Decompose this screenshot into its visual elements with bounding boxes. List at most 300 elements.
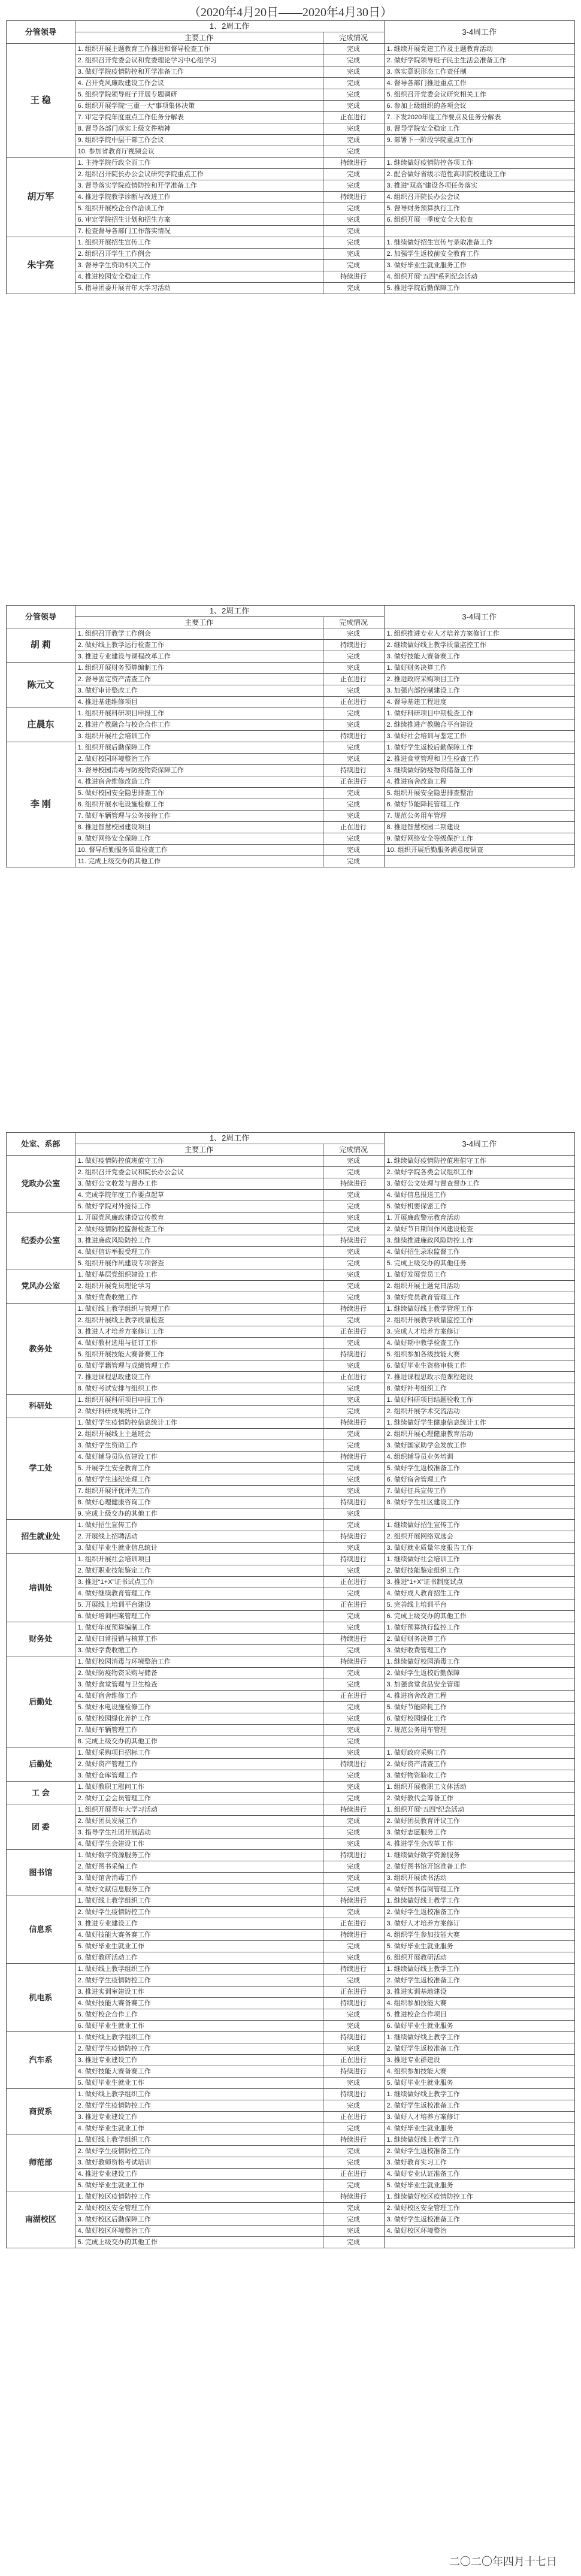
table-row <box>7 1827 575 1839</box>
status-cell: 完成 <box>323 685 384 697</box>
group-name: 工 会 <box>7 1782 75 1804</box>
table-row <box>7 1372 575 1383</box>
status-cell: 完成 <box>323 249 384 260</box>
next-task-cell: 5. 做好毕业生就业服务 <box>384 2180 574 2191</box>
task-cell: 2. 做好职业技能鉴定工作 <box>75 1565 323 1577</box>
status-cell: 完成 <box>323 1213 384 1224</box>
task-cell: 5. 做好毕业生就业工作 <box>75 1941 323 1952</box>
status-cell: 完成 <box>323 1702 384 1713</box>
status-cell: 完成 <box>323 2226 384 2237</box>
status-cell: 完成 <box>323 78 384 89</box>
table-row <box>7 1474 575 1486</box>
table-row <box>7 2157 575 2169</box>
next-task-cell: 4. 做好图书借阅管理工作 <box>384 1884 574 1895</box>
task-cell: 1. 做好校园消毒与环境整治工作 <box>75 1656 323 1668</box>
status-cell: 完成 <box>323 1816 384 1827</box>
next-task-cell: 3. 组织开展读书活动 <box>384 1873 574 1884</box>
table-row <box>7 1816 575 1827</box>
next-task-cell: 3. 做好社会培训与鉴定工作 <box>384 731 574 742</box>
next-task-cell: 1. 做好学生返校后勤保障工作 <box>384 742 574 754</box>
task-cell: 2. 督导固定资产清查工作 <box>75 674 323 685</box>
table-row <box>7 214 575 226</box>
next-task-cell: 1. 做好财务决算工作 <box>384 663 574 674</box>
task-cell: 1. 做好线上教学组织工作 <box>75 2032 323 2043</box>
status-cell: 持续进行 <box>323 731 384 742</box>
task-cell: 1. 主持学院行政全面工作 <box>75 158 323 169</box>
table-row <box>7 1315 575 1326</box>
status-cell: 完成 <box>323 55 384 66</box>
task-cell: 5. 做好校园安全隐患排查工作 <box>75 788 323 799</box>
task-cell: 5. 做好学院对外接待工作 <box>75 1201 323 1213</box>
group-name: 教务处 <box>7 1304 75 1395</box>
task-cell: 4. 做好宿舍维修工作 <box>75 1691 323 1702</box>
status-cell: 持续进行 <box>323 640 384 651</box>
status-cell: 完成 <box>323 1315 384 1326</box>
next-task-cell: 2. 做好学院领导班子民主生活会准备工作 <box>384 55 574 66</box>
status-cell: 完成 <box>323 1258 384 1269</box>
next-task-cell: 5. 做好机要保密工作 <box>384 1201 574 1213</box>
status-cell: 完成 <box>323 1839 384 1850</box>
task-cell: 3. 督导落实学院疫情防控和开学准备工作 <box>75 180 323 192</box>
table-row <box>7 731 575 742</box>
table-row <box>7 845 575 856</box>
status-cell: 完成 <box>323 1247 384 1258</box>
task-cell: 1. 组织开展青年大学习活动 <box>75 1804 323 1816</box>
task-cell: 5. 做好毕业生就业工作 <box>75 2180 323 2191</box>
table-row <box>7 2123 575 2134</box>
status-cell: 持续进行 <box>323 1930 384 1941</box>
next-task-cell: 2. 做好学生返校后勤保障 <box>384 1668 574 1679</box>
table-row <box>7 1634 575 1645</box>
group-name: 机电系 <box>7 1964 75 2032</box>
task-cell: 4. 召开党风廉政建设工作会议 <box>75 78 323 89</box>
table-row <box>7 1508 575 1520</box>
status-cell: 完成 <box>323 1861 384 1873</box>
status-cell: 完成 <box>323 1668 384 1679</box>
table-row <box>7 1417 575 1429</box>
status-cell: 持续进行 <box>323 1850 384 1861</box>
status-cell: 完成 <box>323 1406 384 1417</box>
task-cell: 3. 推进专业建设工作 <box>75 1918 323 1930</box>
column-header-lead: 分管领导 <box>7 606 75 628</box>
status-cell: 持续进行 <box>323 1452 384 1463</box>
status-cell: 完成 <box>323 169 384 180</box>
column-header-period: 1、2周工作 <box>75 21 384 32</box>
task-cell: 7. 组织开展评优评先工作 <box>75 1486 323 1497</box>
task-cell: 1. 做好年度预算编制工作 <box>75 1622 323 1634</box>
next-task-cell: 8. 做好学生社区建设工作 <box>384 1497 574 1508</box>
status-cell: 完成 <box>323 146 384 158</box>
status-cell: 完成 <box>323 1952 384 1964</box>
status-cell: 正在进行 <box>323 1987 384 1998</box>
next-task-cell: 4. 推进宿舍改造工程 <box>384 776 574 788</box>
task-cell: 9. 完成上级交办的其他工作 <box>75 1508 323 1520</box>
status-cell: 完成 <box>323 628 384 640</box>
status-cell: 持续进行 <box>323 2066 384 2078</box>
task-cell: 5. 组织开展技能大赛备赛工作 <box>75 1349 323 1360</box>
group-name: 朱宇亮 <box>7 237 75 294</box>
task-cell: 3. 推进廉政风险防控工作 <box>75 1235 323 1247</box>
status-cell: 完成 <box>323 1747 384 1759</box>
next-task-cell: 5. 推进校企合作项目 <box>384 2009 574 2021</box>
next-task-cell: 2. 做好图书馆开馆准备工作 <box>384 1861 574 1873</box>
table-row <box>7 2043 575 2055</box>
table-row <box>7 811 575 822</box>
task-cell: 5. 做好校企合作工作 <box>75 2009 323 2021</box>
next-task-cell: 4. 督导各部门推进重点工作 <box>384 78 574 89</box>
status-cell: 正在进行 <box>323 2169 384 2180</box>
next-task-cell: 3. 做好教育实习工作 <box>384 2157 574 2169</box>
table-row <box>7 2021 575 2032</box>
next-task-cell: 7. 做好征兵宣传工作 <box>384 1486 574 1497</box>
status-cell: 持续进行 <box>323 2032 384 2043</box>
table-row <box>7 674 575 685</box>
status-cell: 完成 <box>323 101 384 112</box>
task-cell: 5. 开展线上培训平台建设 <box>75 1600 323 1611</box>
status-cell: 完成 <box>323 66 384 78</box>
task-cell: 4. 完成学院年度工作要点起草 <box>75 1190 323 1201</box>
status-cell: 完成 <box>323 1941 384 1952</box>
table-row <box>7 1281 575 1292</box>
column-header-task: 主要工作 <box>75 617 323 628</box>
next-task-cell: 3. 做好人才培养方案修订 <box>384 2112 574 2123</box>
task-cell: 3. 做好审计整改工作 <box>75 685 323 697</box>
next-task-cell: 5. 完成上级交办的其他任务 <box>384 1258 574 1269</box>
column-header-lead: 处室、系部 <box>7 1133 75 1156</box>
next-task-cell: 4. 做好校区环境整治 <box>384 2226 574 2237</box>
status-cell: 持续进行 <box>323 1531 384 1543</box>
task-cell: 6. 做好教研活动工作 <box>75 1952 323 1964</box>
next-task-cell: 1. 开展廉政警示教育活动 <box>384 1213 574 1224</box>
next-task-cell: 6. 做好毕业生就业服务 <box>384 2021 574 2032</box>
table-row <box>7 283 575 294</box>
task-cell: 3. 推进实训室建设工作 <box>75 1987 323 1998</box>
status-cell: 完成 <box>323 2100 384 2112</box>
group-name: 胡 莉 <box>7 628 75 663</box>
next-task-cell: 2. 做好学生返校准备工作 <box>384 1975 574 1987</box>
next-task-cell: 4. 组织参加技能大赛 <box>384 2066 574 2078</box>
next-task-cell: 4. 做好毕业生就业服务 <box>384 2123 574 2134</box>
status-cell: 完成 <box>323 1793 384 1804</box>
status-cell: 完成 <box>323 1269 384 1281</box>
status-cell: 完成 <box>323 1292 384 1304</box>
next-task-cell: 3. 完成人才培养方案修订 <box>384 1326 574 1338</box>
status-cell: 持续进行 <box>323 1235 384 1247</box>
next-task-cell: 2. 继续做好线上教学质量监控工作 <box>384 640 574 651</box>
table-row <box>7 1998 575 2009</box>
column-header-status: 完成情况 <box>323 32 384 44</box>
status-cell: 持续进行 <box>323 1759 384 1770</box>
table-row <box>7 697 575 708</box>
task-cell: 2. 做好校园环境整治工作 <box>75 754 323 765</box>
next-task-cell: 7. 推进课程思政示范课程建设 <box>384 1372 574 1383</box>
table-row <box>7 180 575 192</box>
task-cell: 10. 督导后勤服务质量检查工作 <box>75 845 323 856</box>
task-cell: 3. 推进人才培养方案修订工作 <box>75 1326 323 1338</box>
task-cell: 5. 完成上级交办的其他工作 <box>75 2237 323 2248</box>
status-cell: 完成 <box>323 260 384 271</box>
table-row <box>7 1702 575 1713</box>
next-task-cell: 4. 组织学生参加技能大赛 <box>384 1930 574 1941</box>
table-row <box>7 1839 575 1850</box>
task-cell: 2. 组织召开院长办公会议研究学院重点工作 <box>75 169 323 180</box>
task-cell: 3. 推进“1+X”证书试点工作 <box>75 1577 323 1588</box>
task-cell: 9. 组织学院中层干部工作会议 <box>75 135 323 146</box>
table-row <box>7 1247 575 1258</box>
task-cell: 2. 组织开展党员理论学习 <box>75 1281 323 1292</box>
task-cell: 3. 推进专业建设工作 <box>75 2055 323 2066</box>
status-cell: 完成 <box>323 2146 384 2157</box>
column-header-period: 1、2周工作 <box>75 606 384 617</box>
status-cell: 完成 <box>323 2237 384 2248</box>
next-task-cell: 1. 继续做好线上教学管理工作 <box>384 1304 574 1315</box>
status-cell: 持续进行 <box>323 271 384 283</box>
group-name: 商贸系 <box>7 2089 75 2134</box>
table-row <box>7 169 575 180</box>
task-cell: 1. 做好线上教学组织工作 <box>75 2089 323 2100</box>
table-row <box>7 1668 575 1679</box>
status-cell: 持续进行 <box>323 1178 384 1190</box>
table-row <box>7 1782 575 1793</box>
table-row <box>7 1440 575 1452</box>
status-cell: 完成 <box>323 180 384 192</box>
status-cell: 完成 <box>323 1395 384 1406</box>
task-cell: 2. 做好防疫物资采购与储备 <box>75 1668 323 1679</box>
group-name: 党风办公室 <box>7 1269 75 1304</box>
table-row <box>7 742 575 754</box>
status-cell: 持续进行 <box>323 765 384 776</box>
status-cell: 持续进行 <box>323 192 384 203</box>
table-row <box>7 1429 575 1440</box>
table-row <box>7 2203 575 2214</box>
task-cell: 7. 检查督导各部门工作落实情况 <box>75 226 323 237</box>
task-cell: 4. 做好信访举报受理工作 <box>75 1247 323 1258</box>
task-cell: 6. 组织开展水电设施检修工作 <box>75 799 323 811</box>
group-name: 培训处 <box>7 1554 75 1622</box>
next-task-cell: 4. 组织开展“五四”系列纪念活动 <box>384 271 574 283</box>
next-task-cell: 3. 做好公文处理与督查督办工作 <box>384 1178 574 1190</box>
next-task-cell: 4. 做好信息报送工作 <box>384 1190 574 1201</box>
next-task-cell: 2. 做好校区安全管理工作 <box>384 2203 574 2214</box>
table-row <box>7 2237 575 2248</box>
table-row <box>7 1600 575 1611</box>
table-row <box>7 1269 575 1281</box>
status-cell: 完成 <box>323 2203 384 2214</box>
next-task-cell: 1. 做好政府采购工作 <box>384 1747 574 1759</box>
table-row <box>7 1235 575 1247</box>
task-cell: 2. 组织开展线上教学质量检查 <box>75 1315 323 1326</box>
status-cell: 完成 <box>323 1770 384 1782</box>
task-cell: 2. 做好资产管理工作 <box>75 1759 323 1770</box>
task-cell: 7. 做好车辆管理工作 <box>75 1725 323 1736</box>
column-header-next: 3-4周工作 <box>384 21 574 44</box>
task-cell: 3. 做好学费收缴工作 <box>75 1645 323 1656</box>
table-row <box>7 1975 575 1987</box>
status-cell: 正在进行 <box>323 1372 384 1383</box>
task-cell: 8. 做好心理健康咨询工作 <box>75 1497 323 1508</box>
table-row <box>7 1895 575 1907</box>
table-row <box>7 55 575 66</box>
status-cell: 完成 <box>323 845 384 856</box>
table-row <box>7 1213 575 1224</box>
table-row <box>7 2134 575 2146</box>
next-task-cell: 2. 做好学院各类会议组织工作 <box>384 1167 574 1178</box>
status-cell: 完成 <box>323 1679 384 1691</box>
next-task-cell: 1. 继续做好线上教学工作 <box>384 1895 574 1907</box>
table-row <box>7 78 575 89</box>
next-task-cell: 5. 做好毕业生就业服务 <box>384 1941 574 1952</box>
next-task-cell: 1. 继续做好社会培训工作 <box>384 1554 574 1565</box>
status-cell: 完成 <box>323 1281 384 1292</box>
table-row <box>7 1850 575 1861</box>
table-row <box>7 2226 575 2237</box>
next-task-cell: 2. 组织开展学术交流活动 <box>384 1406 574 1417</box>
next-task-cell: 3. 做好人才培养方案修订 <box>384 1918 574 1930</box>
table-row <box>7 1360 575 1372</box>
task-cell: 2. 做好学生疫情防控工作 <box>75 2043 323 2055</box>
group-name: 信息系 <box>7 1895 75 1964</box>
next-task-cell: 2. 组织开展教学质量监控工作 <box>384 1315 574 1326</box>
next-task-cell: 1. 做好发展党员工作 <box>384 1269 574 1281</box>
next-task-cell: 5. 组织开展安全隐患排查整治 <box>384 788 574 799</box>
next-task-cell: 3. 做好国家助学金发放工作 <box>384 1440 574 1452</box>
task-cell: 1. 开展党风廉政建设宣传教育 <box>75 1213 323 1224</box>
task-cell: 8. 做好考试安排与组织工作 <box>75 1383 323 1395</box>
next-task-cell: 1. 组织推进专业人才培养方案修订工作 <box>384 628 574 640</box>
table-row <box>7 1326 575 1338</box>
group-name: 李 刚 <box>7 742 75 867</box>
task-cell: 5. 指导团委开展青年大学习活动 <box>75 283 323 294</box>
task-cell: 2. 开展线上招聘活动 <box>75 1531 323 1543</box>
table-row <box>7 2009 575 2021</box>
next-task-cell: 7. 下发2020年度工作要点及任务分解表 <box>384 112 574 123</box>
table-row <box>7 1338 575 1349</box>
table-row <box>7 192 575 203</box>
status-cell: 持续进行 <box>323 1349 384 1360</box>
status-cell: 完成 <box>323 283 384 294</box>
group-name: 陈元文 <box>7 663 75 708</box>
next-task-cell: 3. 做好技能大赛备赛工作 <box>384 651 574 663</box>
status-cell: 完成 <box>323 663 384 674</box>
table-row <box>7 1656 575 1668</box>
next-task-cell: 1. 继续做好校区疫情防控工作 <box>384 2191 574 2203</box>
task-cell: 3. 做好公文收发与督办工作 <box>75 1178 323 1190</box>
group-name: 纪委办公室 <box>7 1213 75 1269</box>
next-task-cell: 3. 做好就业质量年度报告工作 <box>384 1543 574 1554</box>
table-row <box>7 1861 575 1873</box>
table-row <box>7 1304 575 1315</box>
group-name: 团 委 <box>7 1804 75 1850</box>
task-cell: 2. 推进产教融合与校企合作工作 <box>75 719 323 731</box>
leader-work-table-1 <box>6 20 575 294</box>
group-name: 汽车系 <box>7 2032 75 2089</box>
next-task-cell: 3. 做好毕业生就业服务工作 <box>384 260 574 271</box>
department-work-table <box>6 1132 575 2248</box>
task-cell: 3. 做好仓库管理工作 <box>75 1770 323 1782</box>
table-row <box>7 249 575 260</box>
status-cell: 完成 <box>323 1725 384 1736</box>
task-cell: 7. 审定学院年度重点工作任务分解表 <box>75 112 323 123</box>
task-cell: 1. 组织开展科研项目申报工作 <box>75 708 323 719</box>
table-row <box>7 1349 575 1360</box>
next-task-cell: 2. 组织开展主题党日活动 <box>384 1281 574 1292</box>
next-task-cell: 7. 规范公务用车管理 <box>384 1725 574 1736</box>
table-row <box>7 1964 575 1975</box>
status-cell: 正在进行 <box>323 697 384 708</box>
task-cell: 1. 做好数字资源服务工作 <box>75 1850 323 1861</box>
task-cell: 10. 参加省教育厅视频会议 <box>75 146 323 158</box>
status-cell: 完成 <box>323 203 384 214</box>
status-cell: 完成 <box>323 1645 384 1656</box>
table-row <box>7 2066 575 2078</box>
table-row <box>7 788 575 799</box>
task-cell: 1. 组织开展财务预算编制工作 <box>75 663 323 674</box>
next-task-cell: 3. 做好志愿服务工作 <box>384 1827 574 1839</box>
status-cell: 完成 <box>323 1224 384 1235</box>
task-cell: 3. 督导学生资助相关工作 <box>75 260 323 271</box>
status-cell: 持续进行 <box>323 1656 384 1668</box>
status-cell: 完成 <box>323 1463 384 1474</box>
next-task-cell: 3. 继续推进廉政风险防控工作 <box>384 1235 574 1247</box>
next-task-cell: 4. 做好期中教学检查工作 <box>384 1338 574 1349</box>
next-task-cell: 5. 做好节能降耗工作 <box>384 1702 574 1713</box>
table-row <box>7 260 575 271</box>
group-name: 图书馆 <box>7 1850 75 1895</box>
task-cell: 2. 做好线上教学运行检查工作 <box>75 640 323 651</box>
next-task-cell: 1. 继续做好线上教学工作 <box>384 2032 574 2043</box>
task-cell: 2. 组织召开党委会议和院长办公会议 <box>75 1167 323 1178</box>
table-row <box>7 651 575 663</box>
status-cell: 完成 <box>323 1588 384 1600</box>
status-cell: 完成 <box>323 1907 384 1918</box>
next-task-cell <box>384 2237 574 2248</box>
task-cell: 3. 组织开展社会培训工作 <box>75 731 323 742</box>
status-cell: 完成 <box>323 1167 384 1178</box>
table-row <box>7 799 575 811</box>
task-cell: 9. 做好网络安全保障工作 <box>75 833 323 845</box>
next-task-cell: 1. 继续做好学生健康信息统计工作 <box>384 1417 574 1429</box>
table-row <box>7 765 575 776</box>
task-cell: 2. 做好工会会员管理工作 <box>75 1793 323 1804</box>
next-task-cell: 3. 落实意识形态工作责任制 <box>384 66 574 78</box>
task-cell: 4. 做好技能大赛备赛工作 <box>75 1930 323 1941</box>
table-row <box>7 1884 575 1895</box>
table-row <box>7 833 575 845</box>
group-name: 科研处 <box>7 1395 75 1417</box>
task-cell: 4. 推进校园安全稳定工作 <box>75 271 323 283</box>
table-row <box>7 1759 575 1770</box>
status-cell: 持续进行 <box>323 2134 384 2146</box>
next-task-cell: 4. 组织召开院长办公会议 <box>384 192 574 203</box>
task-cell: 1. 做好采购项目招标工作 <box>75 1747 323 1759</box>
task-cell: 5. 开展学生安全教育工作 <box>75 1463 323 1474</box>
task-cell: 2. 做好学生疫情防控工作 <box>75 1975 323 1987</box>
task-cell: 4. 推进宿舍维修改造工作 <box>75 776 323 788</box>
group-name: 师范部 <box>7 2134 75 2191</box>
table-row <box>7 1167 575 1178</box>
next-task-cell: 3. 做好党员教育管理工作 <box>384 1292 574 1304</box>
task-cell: 5. 组织学院领导班子开展专题调研 <box>75 89 323 101</box>
next-task-cell: 6. 做好节能降耗管理工作 <box>384 799 574 811</box>
next-task-cell: 1. 组织开展教职工文体活动 <box>384 1782 574 1793</box>
task-cell: 3. 推进专业建设与课程改革工作 <box>75 651 323 663</box>
column-header-next: 3-4周工作 <box>384 1133 574 1156</box>
table-row <box>7 1292 575 1304</box>
status-cell: 完成 <box>323 1190 384 1201</box>
table-row <box>7 226 575 237</box>
table-row <box>7 1156 575 1167</box>
task-cell: 3. 做好学生资助工作 <box>75 1440 323 1452</box>
